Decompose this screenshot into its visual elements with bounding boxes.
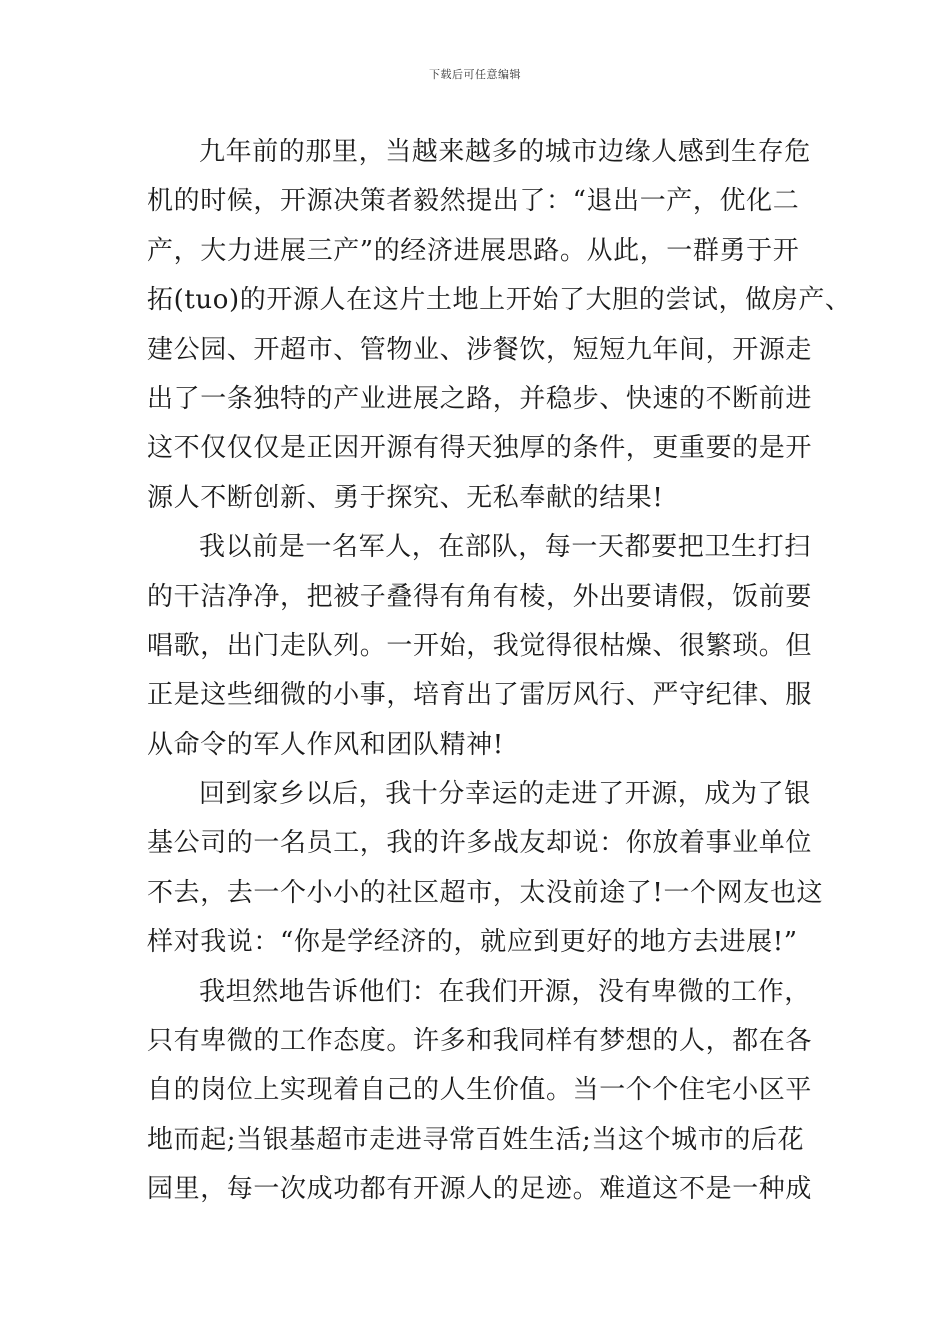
text-line: 这不仅仅仅是正因开源有得天独厚的条件，更重要的是开 — [147, 433, 813, 464]
paragraph-4 — [147, 968, 813, 1215]
text-line: 机的时候，开源决策者毅然提出了：“退出一产，优化二 — [147, 186, 800, 217]
text-line: 只有卑微的工作态度。许多和我同样有梦想的人，都在各 — [147, 1026, 813, 1057]
page-header: 下载后可任意编辑 — [429, 68, 521, 81]
text-line: 基公司的一名员工，我的许多战友却说：你放着事业单位 — [147, 828, 813, 859]
text-line: 我坦然地告诉他们：在我们开源，没有卑微的工作， — [199, 976, 811, 1007]
text-line: 自的岗位上实现着自己的人生价值。当一个个住宅小区平 — [147, 1075, 813, 1106]
text-line: 拓(tuo)的开源人在这片土地上开始了大胆的尝试，做房产、 — [147, 285, 852, 316]
document-body — [147, 128, 852, 1215]
text-line: 园里，每一次成功都有开源人的足迹。难道这不是一种成 — [147, 1174, 813, 1205]
text-line: 的干洁净净，把被子叠得有角有棱，外出要请假，饭前要 — [147, 581, 813, 612]
text-line: 建公园、开超市、管物业、涉餐饮，短短九年间，开源走 — [147, 334, 813, 365]
text-line: 产，大力进展三产”的经济进展思路。从此，一群勇于开 — [147, 235, 800, 266]
text-line: 地而起;当银基超市走进寻常百姓生活;当这个城市的后花 — [147, 1124, 805, 1155]
text-line: 我以前是一名军人，在部队，每一天都要把卫生打扫 — [199, 532, 811, 563]
paragraph-2 — [147, 523, 813, 770]
text-line: 九年前的那里，当越来越多的城市边缘人感到生存危 — [199, 137, 811, 167]
text-line: 从命令的军人作风和团队精神! — [147, 729, 504, 760]
text-line: 正是这些细微的小事，培育出了雷厉风行、严守纪律、服 — [147, 680, 813, 711]
text-line: 出了一条独特的产业进展之路，并稳步、快速的不断前进 — [147, 383, 813, 414]
paragraph-1 — [147, 128, 852, 523]
text-line: 样对我说：“你是学经济的，就应到更好的地方去进展!” — [147, 927, 798, 958]
paragraph-3 — [147, 770, 824, 968]
text-line: 源人不断创新、勇于探究、无私奉献的结果! — [147, 482, 664, 513]
text-line: 不去，去一个小小的社区超市，太没前途了!一个网友也这 — [147, 877, 824, 908]
text-line: 唱歌，出门走队列。一开始，我觉得很枯燥、很繁琐。但 — [147, 630, 813, 661]
text-line: 回到家乡以后，我十分幸运的走进了开源，成为了银 — [199, 779, 811, 810]
